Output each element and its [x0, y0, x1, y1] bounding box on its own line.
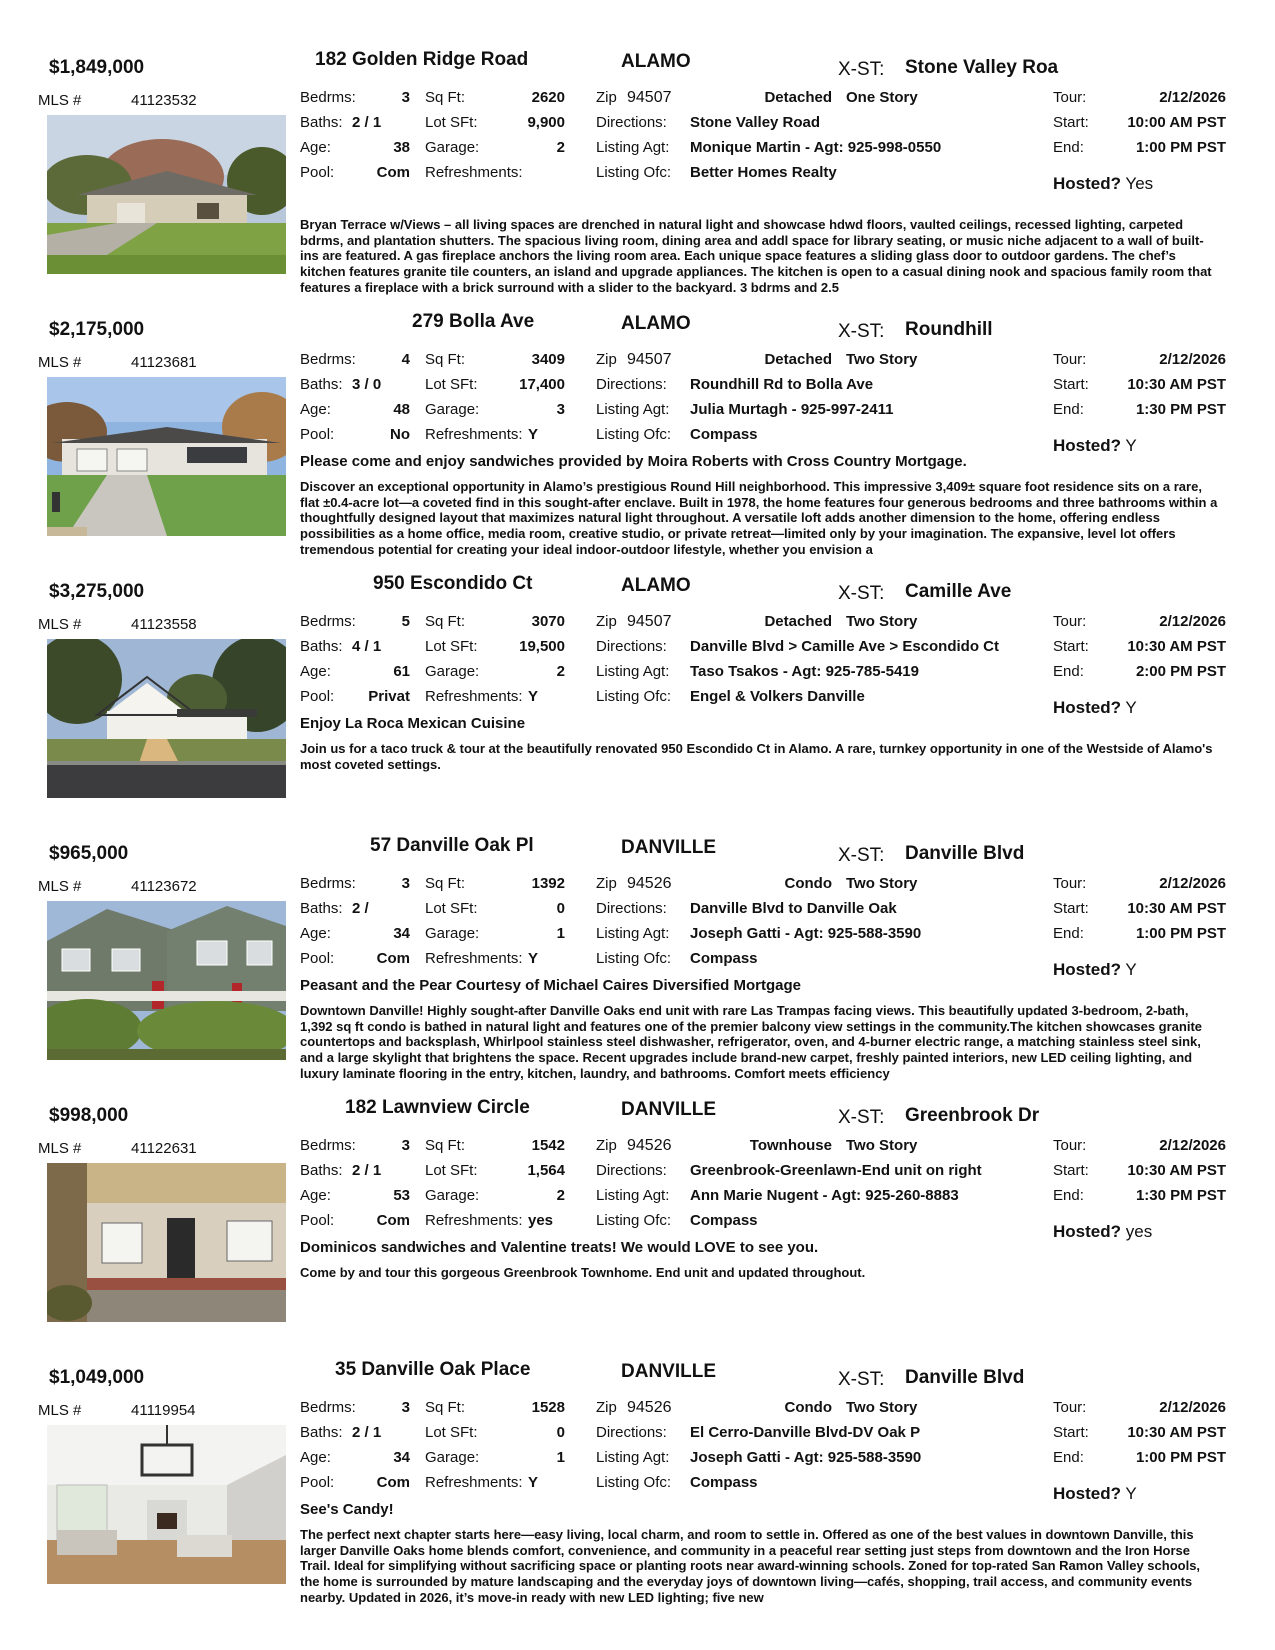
cross-street-label: X-ST:: [838, 321, 885, 342]
lotsft-value: 0: [556, 900, 565, 917]
listing-agent-label: Listing Agt:: [596, 401, 670, 418]
refreshments-value: Y: [528, 950, 539, 967]
property-type: Detached: [764, 351, 832, 368]
start-label: Start:: [1053, 900, 1089, 917]
directions-value: Danville Blvd > Camille Ave > Escondido Ct: [690, 638, 999, 655]
listing-address: 182 Lawnview Circle: [345, 1097, 530, 1118]
end-label: End:: [1053, 925, 1084, 942]
listing-card: [0, 47, 1275, 309]
hosted-label: Hosted?: [1053, 174, 1121, 193]
zip-label: Zip: [596, 351, 617, 368]
zip-value: 94507: [627, 613, 672, 630]
age-value: 53: [393, 1187, 410, 1204]
end-time: 1:00 PM PST: [1135, 925, 1226, 942]
cross-street: Danville Blvd: [905, 843, 1025, 864]
hosted-field: [1053, 1484, 1137, 1504]
zip-value: 94526: [627, 1137, 672, 1154]
sqft-value: 2620: [531, 89, 565, 106]
interior-photo-illustration: [47, 1425, 286, 1584]
cross-street: Danville Blvd: [905, 1367, 1025, 1388]
listing-office: Compass: [690, 426, 758, 443]
start-time: 10:30 AM PST: [1127, 900, 1226, 917]
baths-value: 2 / 1: [352, 114, 382, 131]
listing-office-label: Listing Ofc:: [596, 164, 672, 181]
sqft-value: 1528: [531, 1399, 565, 1416]
bedrms-value: 3: [401, 875, 410, 892]
end-label: End:: [1053, 139, 1084, 156]
open-house-note: Enjoy La Roca Mexican Cuisine: [300, 715, 526, 732]
start-label: Start:: [1053, 114, 1089, 131]
listing-card: [0, 1095, 1275, 1357]
mls-number: 41123681: [131, 354, 197, 371]
zip-value: 94507: [627, 89, 672, 106]
cross-street-label: X-ST:: [838, 583, 885, 604]
tour-label: Tour:: [1053, 351, 1087, 368]
garage-label: Garage:: [425, 925, 480, 942]
pool-value: Privat: [368, 688, 410, 705]
hosted-field: [1053, 436, 1137, 456]
refreshments-value: Y: [528, 688, 539, 705]
start-time: 10:30 AM PST: [1127, 376, 1226, 393]
refreshments-label: Refreshments:: [425, 1212, 523, 1229]
listing-address: 35 Danville Oak Place: [335, 1359, 531, 1380]
hosted-value: Yes: [1125, 174, 1154, 193]
bedrms-value: 3: [401, 1137, 410, 1154]
pool-value: Com: [376, 164, 410, 181]
sqft-label: Sq Ft:: [425, 613, 466, 630]
directions-value: Danville Blvd to Danville Oak: [690, 900, 897, 917]
tour-date: 2/12/2026: [1159, 613, 1226, 630]
end-time: 1:00 PM PST: [1135, 139, 1226, 156]
pool-label: Pool:: [300, 164, 335, 181]
hosted-label: Hosted?: [1053, 1222, 1121, 1241]
start-time: 10:30 AM PST: [1127, 638, 1226, 655]
listing-photo: [47, 639, 286, 798]
baths-label: Baths:: [300, 1162, 343, 1179]
start-label: Start:: [1053, 1424, 1089, 1441]
listing-photo: [47, 115, 286, 274]
lotsft-label: Lot SFt:: [425, 376, 478, 393]
listing-photo: [47, 377, 286, 536]
pool-value: No: [390, 426, 410, 443]
property-type: Detached: [764, 89, 832, 106]
age-value: 48: [393, 401, 410, 418]
bedrms-label: Bedrms:: [300, 1399, 356, 1416]
listing-office-label: Listing Ofc:: [596, 426, 672, 443]
start-time: 10:00 AM PST: [1127, 114, 1226, 131]
listing-description: Join us for a taco truck & tour at the beautifully renovated 950 Escondido Ct in Alamo. A rare, turnkey opportunity in one of the Westside of Alamo's most coveted settings.: [300, 741, 1213, 772]
listing-city: ALAMO: [621, 575, 691, 596]
refreshments-value: Y: [528, 426, 539, 443]
mls-label: MLS #: [38, 92, 82, 109]
listing-office: Engel & Volkers Danville: [690, 688, 865, 705]
bedrms-label: Bedrms:: [300, 351, 356, 368]
directions-label: Directions:: [596, 376, 667, 393]
mls-number: 41123532: [131, 92, 197, 109]
listing-description: Discover an exceptional opportunity in Alamo’s prestigious Round Hill neighborhood. This impressive 3,409± square foot residence sits on a rare, flat ±0.4-acre lot—a coveted find in this sought-after enclave. Built in 1978, the home features four generous bedrooms and three bathrooms within a thoughtfully designed layout that maximizes natural light throughout. A versatile loft adds another dimension to the home, offering endless possibilities as a home office, media room, creative studio, or private retreat—limited only by your imagination. The expansive, level lot offers tremendous potential for creating your ideal indoor-outdoor lifestyle, whether you envision a: [300, 479, 1218, 557]
tour-date: 2/12/2026: [1159, 875, 1226, 892]
age-value: 34: [393, 1449, 410, 1466]
listing-description: Bryan Terrace w/Views – all living spaces are drenched in natural light and showcase hdwd floors, vaulted ceilings, recessed lighting, carpeted bdrms, and plantation shutters. The spacious living room, dining area and addl space for library seating, or music niche adjacent to a wall of built-ins are featured. A gas fireplace anchors the living room area. Each unique space features a sliding glass door to outdoor gardens. The chef’s kitchen features granite tile counters, an island and upgrade appliances. The kitchen is open to a casual dining nook and spacious family room that features a fireplace with a brick surround with a slider to the backyard. 3 bdrms and 2.5: [300, 217, 1212, 295]
listing-price: $3,275,000: [49, 581, 145, 602]
end-time: 1:00 PM PST: [1135, 1449, 1226, 1466]
listing-office-label: Listing Ofc:: [596, 1474, 672, 1491]
lotsft-label: Lot SFt:: [425, 114, 478, 131]
refreshments-label: Refreshments:: [425, 1474, 523, 1491]
baths-value: 2 / 1: [352, 1162, 382, 1179]
age-value: 38: [393, 139, 410, 156]
tour-date: 2/12/2026: [1159, 89, 1226, 106]
zip-value: 94507: [627, 351, 672, 368]
mls-number: 41122631: [131, 1140, 197, 1157]
bedrms-label: Bedrms:: [300, 875, 356, 892]
pool-value: Com: [376, 1474, 410, 1491]
hosted-label: Hosted?: [1053, 1484, 1121, 1503]
age-label: Age:: [300, 663, 331, 680]
listing-agent: Ann Marie Nugent - Agt: 925-260-8883: [690, 1187, 959, 1204]
lotsft-label: Lot SFt:: [425, 1424, 478, 1441]
refreshments-label: Refreshments:: [425, 688, 523, 705]
bedrms-value: 3: [401, 1399, 410, 1416]
pool-label: Pool:: [300, 426, 335, 443]
listing-office: Compass: [690, 1212, 758, 1229]
pool-label: Pool:: [300, 950, 335, 967]
baths-label: Baths:: [300, 638, 343, 655]
listing-card: [0, 309, 1275, 571]
bedrms-label: Bedrms:: [300, 89, 356, 106]
pool-label: Pool:: [300, 1212, 335, 1229]
baths-value: 2 /: [352, 900, 369, 917]
stories: One Story: [846, 89, 918, 106]
hosted-field: [1053, 174, 1153, 194]
listing-price: $1,049,000: [49, 1367, 145, 1388]
listing-agent: Julia Murtagh - 925-997-2411: [690, 401, 894, 418]
lotsft-value: 17,400: [519, 376, 565, 393]
mls-label: MLS #: [38, 1140, 82, 1157]
listing-city: ALAMO: [621, 51, 691, 72]
open-house-note: Dominicos sandwiches and Valentine treats! We would LOVE to see you.: [300, 1239, 819, 1256]
pool-value: Com: [376, 1212, 410, 1229]
hosted-value: Y: [1125, 1484, 1137, 1503]
directions-label: Directions:: [596, 900, 667, 917]
listing-agent: Monique Martin - Agt: 925-998-0550: [690, 139, 942, 156]
listing-address: 279 Bolla Ave: [412, 311, 535, 332]
listing-description: Come by and tour this gorgeous Greenbrook Townhome. End unit and updated throughout.: [300, 1265, 866, 1280]
house-photo-illustration: [47, 377, 286, 536]
listing-price: $965,000: [49, 843, 129, 864]
listing-office: Better Homes Realty: [690, 164, 837, 181]
end-label: End:: [1053, 1449, 1084, 1466]
hosted-field: [1053, 960, 1137, 980]
zip-label: Zip: [596, 89, 617, 106]
cross-street-label: X-ST:: [838, 1369, 885, 1390]
age-label: Age:: [300, 1449, 331, 1466]
open-house-note: Peasant and the Pear Courtesy of Michael Caires Diversified Mortgage: [300, 977, 801, 994]
hosted-value: Y: [1125, 698, 1137, 717]
listing-address: 950 Escondido Ct: [373, 573, 533, 594]
lotsft-label: Lot SFt:: [425, 638, 478, 655]
refreshments-label: Refreshments:: [425, 164, 523, 181]
zip-value: 94526: [627, 875, 672, 892]
mls-number: 41123558: [131, 616, 197, 633]
directions-value: Stone Valley Road: [690, 114, 821, 131]
stories: Two Story: [846, 1399, 918, 1416]
baths-label: Baths:: [300, 1424, 343, 1441]
tour-label: Tour:: [1053, 89, 1087, 106]
stories: Two Story: [846, 875, 918, 892]
age-value: 34: [393, 925, 410, 942]
cross-street-label: X-ST:: [838, 845, 885, 866]
listing-price: $1,849,000: [49, 57, 145, 78]
garage-value: 2: [556, 663, 565, 680]
cross-street: Greenbrook Dr: [905, 1105, 1040, 1126]
sqft-value: 3070: [531, 613, 565, 630]
sqft-label: Sq Ft:: [425, 351, 466, 368]
baths-value: 3 / 0: [352, 376, 382, 393]
listing-office-label: Listing Ofc:: [596, 1212, 672, 1229]
cross-street: Camille Ave: [905, 581, 1012, 602]
hosted-label: Hosted?: [1053, 960, 1121, 979]
listing-city: DANVILLE: [621, 1099, 716, 1120]
listing-agent-label: Listing Agt:: [596, 139, 670, 156]
refreshments-value: yes: [528, 1212, 554, 1229]
sqft-label: Sq Ft:: [425, 1399, 466, 1416]
garage-label: Garage:: [425, 1187, 480, 1204]
cross-street-label: X-ST:: [838, 59, 885, 80]
mls-label: MLS #: [38, 616, 82, 633]
stories: Two Story: [846, 351, 918, 368]
house-photo-illustration: [47, 1163, 286, 1322]
hosted-value: Y: [1125, 960, 1137, 979]
listing-agent-label: Listing Agt:: [596, 663, 670, 680]
garage-value: 2: [556, 139, 565, 156]
baths-value: 2 / 1: [352, 1424, 382, 1441]
mls-label: MLS #: [38, 354, 82, 371]
house-photo-illustration: [47, 639, 286, 798]
end-time: 1:30 PM PST: [1135, 401, 1226, 418]
listing-photo: [47, 901, 286, 1060]
property-type: Townhouse: [749, 1137, 832, 1154]
garage-label: Garage:: [425, 1449, 480, 1466]
lotsft-value: 9,900: [527, 114, 565, 131]
listing-description: Downtown Danville! Highly sought-after Danville Oaks end unit with rare Las Trampas facing views. This beautifully updated 3-bedroom, 2-bath, 1,392 sq ft condo is bathed in natural light and features one of the premier balcony view settings in the community.The kitchen showcases granite countertops and backsplash, Whirlpool stainless steel dishwasher, refrigerator, oven, and 4-burner electric range, a matching stainless steel sink, and a large skylight that brightens the space. Recent upgrades include brand-new carpet, freshly painted interiors, new LED ceiling lighting, and luxury laminate flooring in the entry, kitchen, laundry, and bathrooms. Comfort meets efficiency: [300, 1003, 1203, 1081]
house-photo-illustration: [47, 901, 286, 1060]
bedrms-value: 4: [401, 351, 410, 368]
open-house-note: See's Candy!: [300, 1501, 394, 1518]
hosted-label: Hosted?: [1053, 436, 1121, 455]
listing-address: 57 Danville Oak Pl: [370, 835, 534, 856]
sqft-label: Sq Ft:: [425, 875, 466, 892]
directions-label: Directions:: [596, 1424, 667, 1441]
listing-agent: Taso Tsakos - Agt: 925-785-5419: [690, 663, 919, 680]
sqft-label: Sq Ft:: [425, 1137, 466, 1154]
open-house-note: Please come and enjoy sandwiches provided by Moira Roberts with Cross Country Mortgage.: [300, 453, 967, 470]
garage-label: Garage:: [425, 139, 480, 156]
mls-number: 41123672: [131, 878, 197, 895]
hosted-value: yes: [1125, 1222, 1153, 1241]
refreshments-value: Y: [528, 1474, 539, 1491]
end-time: 2:00 PM PST: [1135, 663, 1226, 680]
hosted-field: [1053, 698, 1137, 718]
garage-value: 3: [556, 401, 565, 418]
garage-value: 2: [556, 1187, 565, 1204]
lotsft-value: 0: [556, 1424, 565, 1441]
refreshments-label: Refreshments:: [425, 950, 523, 967]
start-time: 10:30 AM PST: [1127, 1162, 1226, 1179]
stories: Two Story: [846, 1137, 918, 1154]
lotsft-value: 19,500: [519, 638, 565, 655]
bedrms-label: Bedrms:: [300, 1137, 356, 1154]
pool-label: Pool:: [300, 688, 335, 705]
zip-value: 94526: [627, 1399, 672, 1416]
hosted-value: Y: [1125, 436, 1137, 455]
property-type: Condo: [784, 875, 832, 892]
directions-value: El Cerro-Danville Blvd-DV Oak P: [690, 1424, 921, 1441]
end-label: End:: [1053, 401, 1084, 418]
age-label: Age:: [300, 925, 331, 942]
house-photo-illustration: [47, 115, 286, 274]
bedrms-value: 3: [401, 89, 410, 106]
listing-city: DANVILLE: [621, 1361, 716, 1382]
listing-price: $2,175,000: [49, 319, 145, 340]
listing-office-label: Listing Ofc:: [596, 688, 672, 705]
pool-value: Com: [376, 950, 410, 967]
listing-city: ALAMO: [621, 313, 691, 334]
start-label: Start:: [1053, 1162, 1089, 1179]
start-label: Start:: [1053, 376, 1089, 393]
listing-agent: Joseph Gatti - Agt: 925-588-3590: [690, 1449, 922, 1466]
sqft-value: 3409: [531, 351, 565, 368]
age-label: Age:: [300, 139, 331, 156]
garage-value: 1: [556, 1449, 565, 1466]
baths-label: Baths:: [300, 114, 343, 131]
listing-agent-label: Listing Agt:: [596, 1187, 670, 1204]
listing-card: [0, 833, 1275, 1095]
tour-label: Tour:: [1053, 613, 1087, 630]
start-label: Start:: [1053, 638, 1089, 655]
listing-description: The perfect next chapter starts here—easy living, local charm, and room to settle in. Offered as one of the best values in downtown Danville, this larger Danville Oaks home blends comfort, convenience, and community in a peaceful rear setting just steps from downtown and the Iron Horse Trail. Ideal for simplifying without sacrificing space or planting roots near award-winning schools. Zoned for top-rated San Ramon Valley schools, the home is surrounded by mature landscaping and the everyday joys of downtown living—cafés, shopping, trail access, and community events nearby. Updated in 2026, it’s move-in ready with new LED lighting; five new: [300, 1527, 1201, 1605]
end-label: End:: [1053, 1187, 1084, 1204]
zip-label: Zip: [596, 1137, 617, 1154]
bedrms-label: Bedrms:: [300, 613, 356, 630]
listing-address: 182 Golden Ridge Road: [315, 49, 529, 70]
stories: Two Story: [846, 613, 918, 630]
listing-city: DANVILLE: [621, 837, 716, 858]
mls-label: MLS #: [38, 878, 82, 895]
property-type: Condo: [784, 1399, 832, 1416]
lotsft-value: 1,564: [527, 1162, 565, 1179]
pool-label: Pool:: [300, 1474, 335, 1491]
zip-label: Zip: [596, 875, 617, 892]
tour-label: Tour:: [1053, 1399, 1087, 1416]
tour-date: 2/12/2026: [1159, 1399, 1226, 1416]
hosted-field: [1053, 1222, 1152, 1242]
directions-value: Greenbrook-Greenlawn-End unit on right: [690, 1162, 982, 1179]
directions-label: Directions:: [596, 114, 667, 131]
sqft-value: 1542: [531, 1137, 565, 1154]
listing-office: Compass: [690, 950, 758, 967]
cross-street-label: X-ST:: [838, 1107, 885, 1128]
garage-label: Garage:: [425, 663, 480, 680]
directions-label: Directions:: [596, 1162, 667, 1179]
end-label: End:: [1053, 663, 1084, 680]
cross-street: Roundhill: [905, 319, 993, 340]
directions-value: Roundhill Rd to Bolla Ave: [690, 376, 874, 393]
listing-photo: [47, 1163, 286, 1322]
listing-card: [0, 571, 1275, 833]
end-time: 1:30 PM PST: [1135, 1187, 1226, 1204]
listing-agent-label: Listing Agt:: [596, 925, 670, 942]
garage-value: 1: [556, 925, 565, 942]
baths-label: Baths:: [300, 900, 343, 917]
listing-card: [0, 1357, 1275, 1619]
listing-agent-label: Listing Agt:: [596, 1449, 670, 1466]
tour-label: Tour:: [1053, 1137, 1087, 1154]
mls-label: MLS #: [38, 1402, 82, 1419]
listing-photo: [47, 1425, 286, 1584]
bedrms-value: 5: [401, 613, 410, 630]
sqft-value: 1392: [531, 875, 565, 892]
tour-label: Tour:: [1053, 875, 1087, 892]
zip-label: Zip: [596, 613, 617, 630]
age-label: Age:: [300, 401, 331, 418]
start-time: 10:30 AM PST: [1127, 1424, 1226, 1441]
sqft-label: Sq Ft:: [425, 89, 466, 106]
listing-office-label: Listing Ofc:: [596, 950, 672, 967]
garage-label: Garage:: [425, 401, 480, 418]
baths-label: Baths:: [300, 376, 343, 393]
listing-price: $998,000: [49, 1105, 129, 1126]
age-label: Age:: [300, 1187, 331, 1204]
listing-agent: Joseph Gatti - Agt: 925-588-3590: [690, 925, 922, 942]
lotsft-label: Lot SFt:: [425, 900, 478, 917]
cross-street: Stone Valley Roa: [905, 57, 1059, 78]
baths-value: 4 / 1: [352, 638, 382, 655]
zip-label: Zip: [596, 1399, 617, 1416]
directions-label: Directions:: [596, 638, 667, 655]
mls-number: 41119954: [131, 1402, 196, 1419]
hosted-label: Hosted?: [1053, 698, 1121, 717]
listing-office: Compass: [690, 1474, 758, 1491]
property-type: Detached: [764, 613, 832, 630]
tour-date: 2/12/2026: [1159, 1137, 1226, 1154]
age-value: 61: [393, 663, 410, 680]
tour-date: 2/12/2026: [1159, 351, 1226, 368]
lotsft-label: Lot SFt:: [425, 1162, 478, 1179]
refreshments-label: Refreshments:: [425, 426, 523, 443]
